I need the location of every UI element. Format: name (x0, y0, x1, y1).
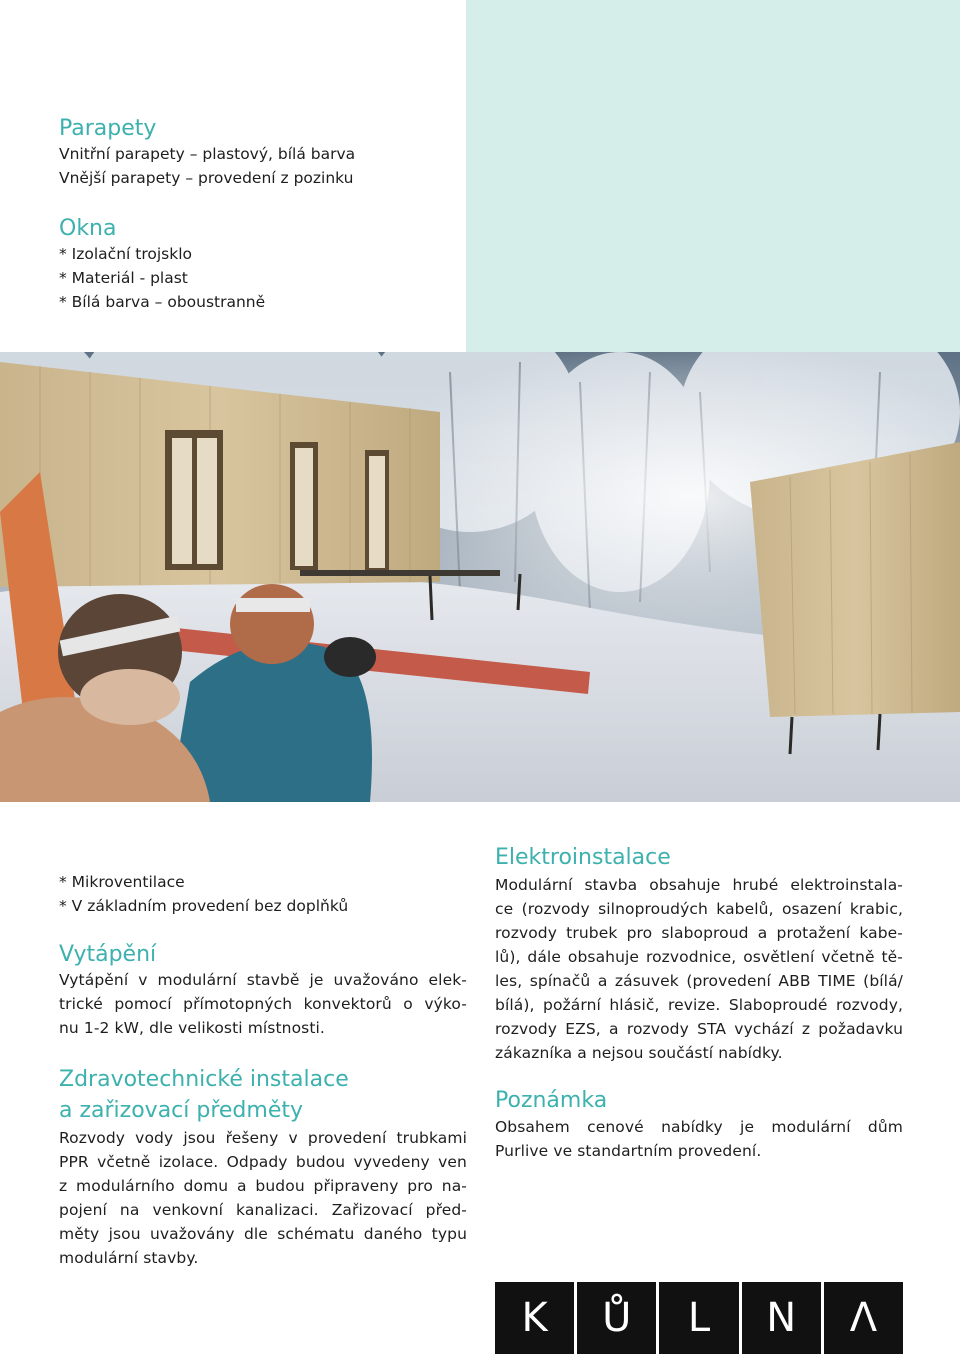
logo-letter: Ů (577, 1282, 659, 1354)
text-line: rozvody trubek pro slaboproud a protažení kabe- (495, 924, 903, 942)
logo-letter: N (742, 1282, 824, 1354)
heading-okna: Okna (59, 216, 117, 241)
kulna-logo (495, 1282, 903, 1354)
parapety-line: Vnější parapety – provedení z pozinku (59, 169, 354, 187)
text-line: bílá), požární hlásič, revize. Slaboproudé rozvody, (495, 996, 903, 1014)
heading-poznamka: Poznámka (495, 1088, 608, 1113)
section-okna (59, 216, 439, 314)
text-line: lů), dále obsahuje rozvodnice, osvětlení včetně tě- (495, 948, 903, 966)
poznamka-text (495, 1115, 903, 1163)
text-line: Rozvody vody jsou řešeny v provedení trubkami (59, 1129, 467, 1147)
text-line: Modulární stavba obsahuje hrubé elektroinstala- (495, 876, 903, 894)
text-line: měty jsou uvažovány dle schématu daného typu (59, 1225, 467, 1243)
text-line: zákazníka a nejsou součástí nabídky. (495, 1044, 783, 1062)
okna-line: * Mikroventilace (59, 873, 185, 891)
logo-letter: Λ (849, 1295, 878, 1341)
heading-vytapeni: Vytápění (59, 942, 157, 967)
text-line: nu 1-2 kW, dle velikosti místnosti. (59, 1019, 325, 1037)
section-zdravotechnika (59, 1064, 467, 1270)
section-poznamka (495, 1087, 903, 1163)
text-line: pojení na venkovní kanalizaci. Zařizovací před- (59, 1201, 467, 1219)
zdravotechnika-text (59, 1126, 467, 1270)
top-text-block (59, 116, 439, 314)
okna-line: * Materiál - plast (59, 269, 188, 287)
text-line: modulární stavby. (59, 1249, 199, 1267)
elektroinstalace-text (495, 873, 903, 1065)
text-line: rozvody EZS, a rozvody STA vychází z požadavku (495, 1020, 903, 1038)
heading-elektroinstalace: Elektroinstalace (495, 845, 671, 870)
section-elektroinstalace (495, 843, 903, 1065)
text-line: ce (rozvody silnoproudých kabelů, osazení krabic, (495, 900, 903, 918)
text-line: trické pomocí přímotopných konvektorů o výko- (59, 995, 467, 1013)
okna-line: * V základním provedení bez doplňků (59, 897, 349, 915)
logo-letter: K (495, 1282, 577, 1354)
text-line: z modulárního domu a budou připraveny pro na- (59, 1177, 467, 1195)
text-line: PPR včetně izolace. Odpady budou vyvedeny ven (59, 1153, 467, 1171)
text-line: Vytápění v modulární stavbě je uvažováno elek- (59, 971, 467, 989)
text-line: Purlive ve standartním provedení. (495, 1142, 762, 1160)
heading-zdravotechnika-2: a zařizovací předměty (59, 1098, 304, 1123)
heading-parapety: Parapety (59, 116, 157, 141)
okna-line: * Bílá barva – oboustranně (59, 293, 266, 311)
right-column (495, 843, 903, 1163)
section-vytapeni (59, 942, 467, 1040)
heading-zdravotechnika-1: Zdravotechnické instalace (59, 1067, 349, 1092)
section-parapety (59, 116, 439, 190)
text-line: Obsahem cenové nabídky je modulární dům (495, 1118, 903, 1136)
vytapeni-text (59, 968, 467, 1040)
parapety-line: Vnitřní parapety – plastový, bílá barva (59, 145, 356, 163)
text-line: les, spínačů a zásuvek (provedení ABB TIME (bílá/ (495, 972, 903, 990)
winter-cabins-photo (0, 352, 960, 802)
okna-line: * Izolační trojsklo (59, 245, 192, 263)
left-column (59, 870, 467, 1270)
cabin-right (750, 442, 960, 754)
logo-letter: L (659, 1282, 741, 1354)
photo-illustration (0, 352, 960, 802)
mint-color-panel (466, 0, 960, 352)
section-okna-continued (59, 870, 467, 918)
